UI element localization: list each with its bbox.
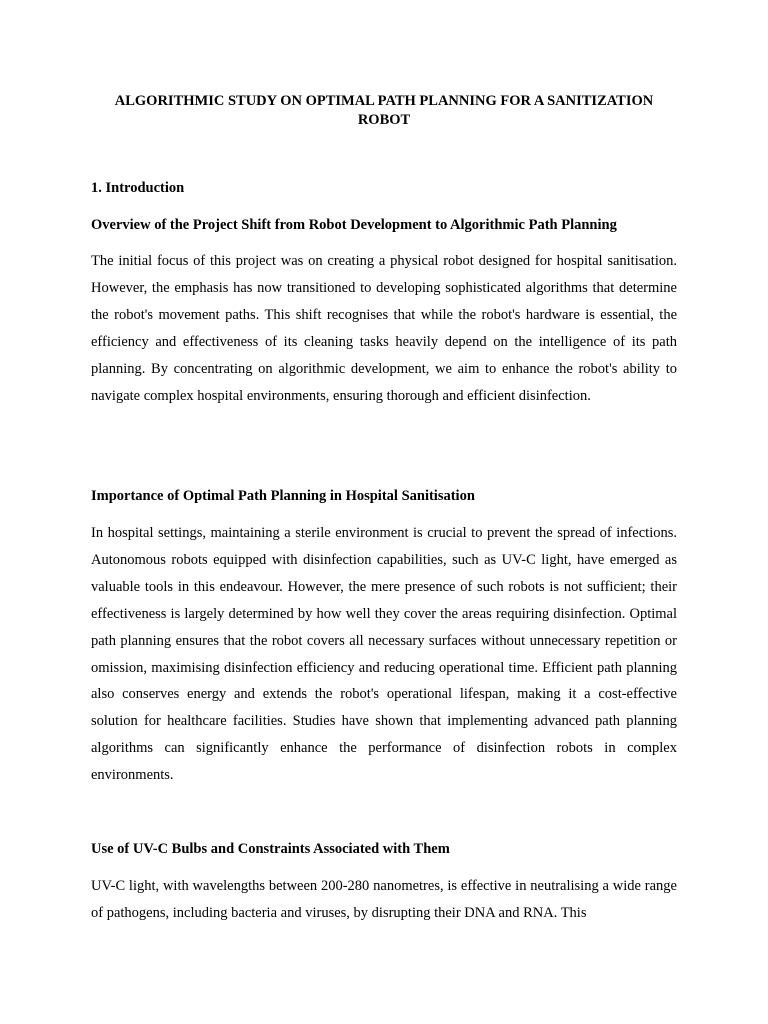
document-title: ALGORITHMIC STUDY ON OPTIMAL PATH PLANNING FOR A SANITIZATION ROBOT [114, 93, 654, 128]
paragraph-uvc: UV-C light, with wavelengths between 200-280 nanometres, is effective in neutralising a wide range of pathogens, including bacteria and viruses, by disrupting their DNA and RNA. This [91, 878, 677, 921]
section-heading-introduction: 1. Introduction [91, 180, 185, 196]
paragraph-importance: In hospital settings, maintaining a sterile environment is crucial to prevent the spread of infections. Autonomous robots equipped with disinfection capabilities, such as UV-C light, have emerged as valuable tools in this endeavour. However, the mere presence of such robots is not sufficient; their effectiveness is largely determined by how well they cover the areas requiring disinfection. Optimal path planning ensures that the robot covers all necessary surfaces without unnecessary repetition or omission, maximising disinfection efficiency and reducing operational time. Efficient path planning also conserves energy and extends the robot's operational lifespan, making it a cost-effective solution for healthcare facilities. Studies have shown that implementing advanced path planning algorithms can significantly enhance the performance of disinfection robots in complex environments. [91, 525, 677, 784]
subsection-heading-overview: Overview of the Project Shift from Robot Development to Algorithmic Path Planning [91, 217, 617, 233]
subsection-heading-uvc: Use of UV-C Bulbs and Constraints Associated with Them [91, 841, 450, 857]
subsection-heading-importance: Importance of Optimal Path Planning in Hospital Sanitisation [91, 488, 475, 504]
paragraph-overview: The initial focus of this project was on creating a physical robot designed for hospital sanitisation. However, the emphasis has now transitioned to developing sophisticated algorithms that determine the robot's movement paths. This shift recognises that while the robot's hardware is essential, the efficiency and effectiveness of its cleaning tasks heavily depend on the intelligence of its path planning. By concentrating on algorithmic development, we aim to enhance the robot's ability to navigate complex hospital environments, ensuring thorough and efficient disinfection. [91, 253, 677, 404]
